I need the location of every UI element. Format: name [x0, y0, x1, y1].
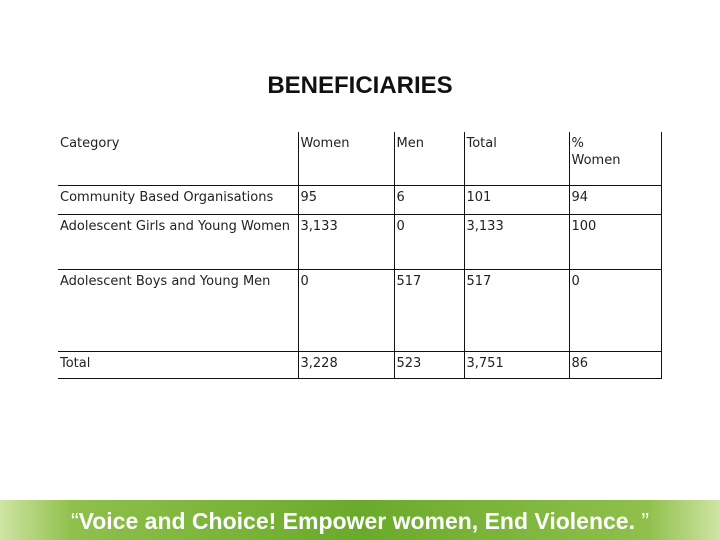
footer-slogan	[0, 508, 720, 535]
page-title: BENEFICIARIES	[267, 72, 453, 99]
cell-total: 3,133	[464, 214, 569, 269]
header-women: Women	[298, 132, 394, 185]
header-total: Total	[464, 132, 569, 185]
cell-percent-women: 94	[569, 185, 661, 214]
cell-men: 517	[394, 269, 464, 351]
header-category: Category	[58, 132, 298, 185]
cell-women: 0	[298, 269, 394, 351]
cell-men: 523	[394, 351, 464, 378]
open-quote: “	[70, 508, 79, 534]
cell-category: Adolescent Boys and Young Men	[58, 269, 298, 351]
cell-total: 517	[464, 269, 569, 351]
footer-band	[0, 500, 720, 540]
cell-women: 3,133	[298, 214, 394, 269]
cell-category: Adolescent Girls and Young Women	[58, 214, 298, 269]
table-header-row	[58, 132, 661, 185]
cell-total: 3,751	[464, 351, 569, 378]
cell-women: 3,228	[298, 351, 394, 378]
slogan-text: Voice and Choice! Empower women, End Violence.	[78, 508, 635, 534]
cell-women: 95	[298, 185, 394, 214]
cell-men: 6	[394, 185, 464, 214]
cell-men: 0	[394, 214, 464, 269]
cell-percent-women: 100	[569, 214, 661, 269]
table-row	[58, 214, 661, 269]
table-row	[58, 185, 661, 214]
header-percent-women: % Women	[569, 132, 661, 185]
cell-category: Total	[58, 351, 298, 378]
cell-total: 101	[464, 185, 569, 214]
table-row-total	[58, 351, 661, 378]
header-men: Men	[394, 132, 464, 185]
cell-percent-women: 0	[569, 269, 661, 351]
beneficiaries-table	[58, 132, 662, 379]
table-row	[58, 269, 661, 351]
cell-category: Community Based Organisations	[58, 185, 298, 214]
cell-percent-women: 86	[569, 351, 661, 378]
close-quote: ”	[635, 508, 650, 534]
